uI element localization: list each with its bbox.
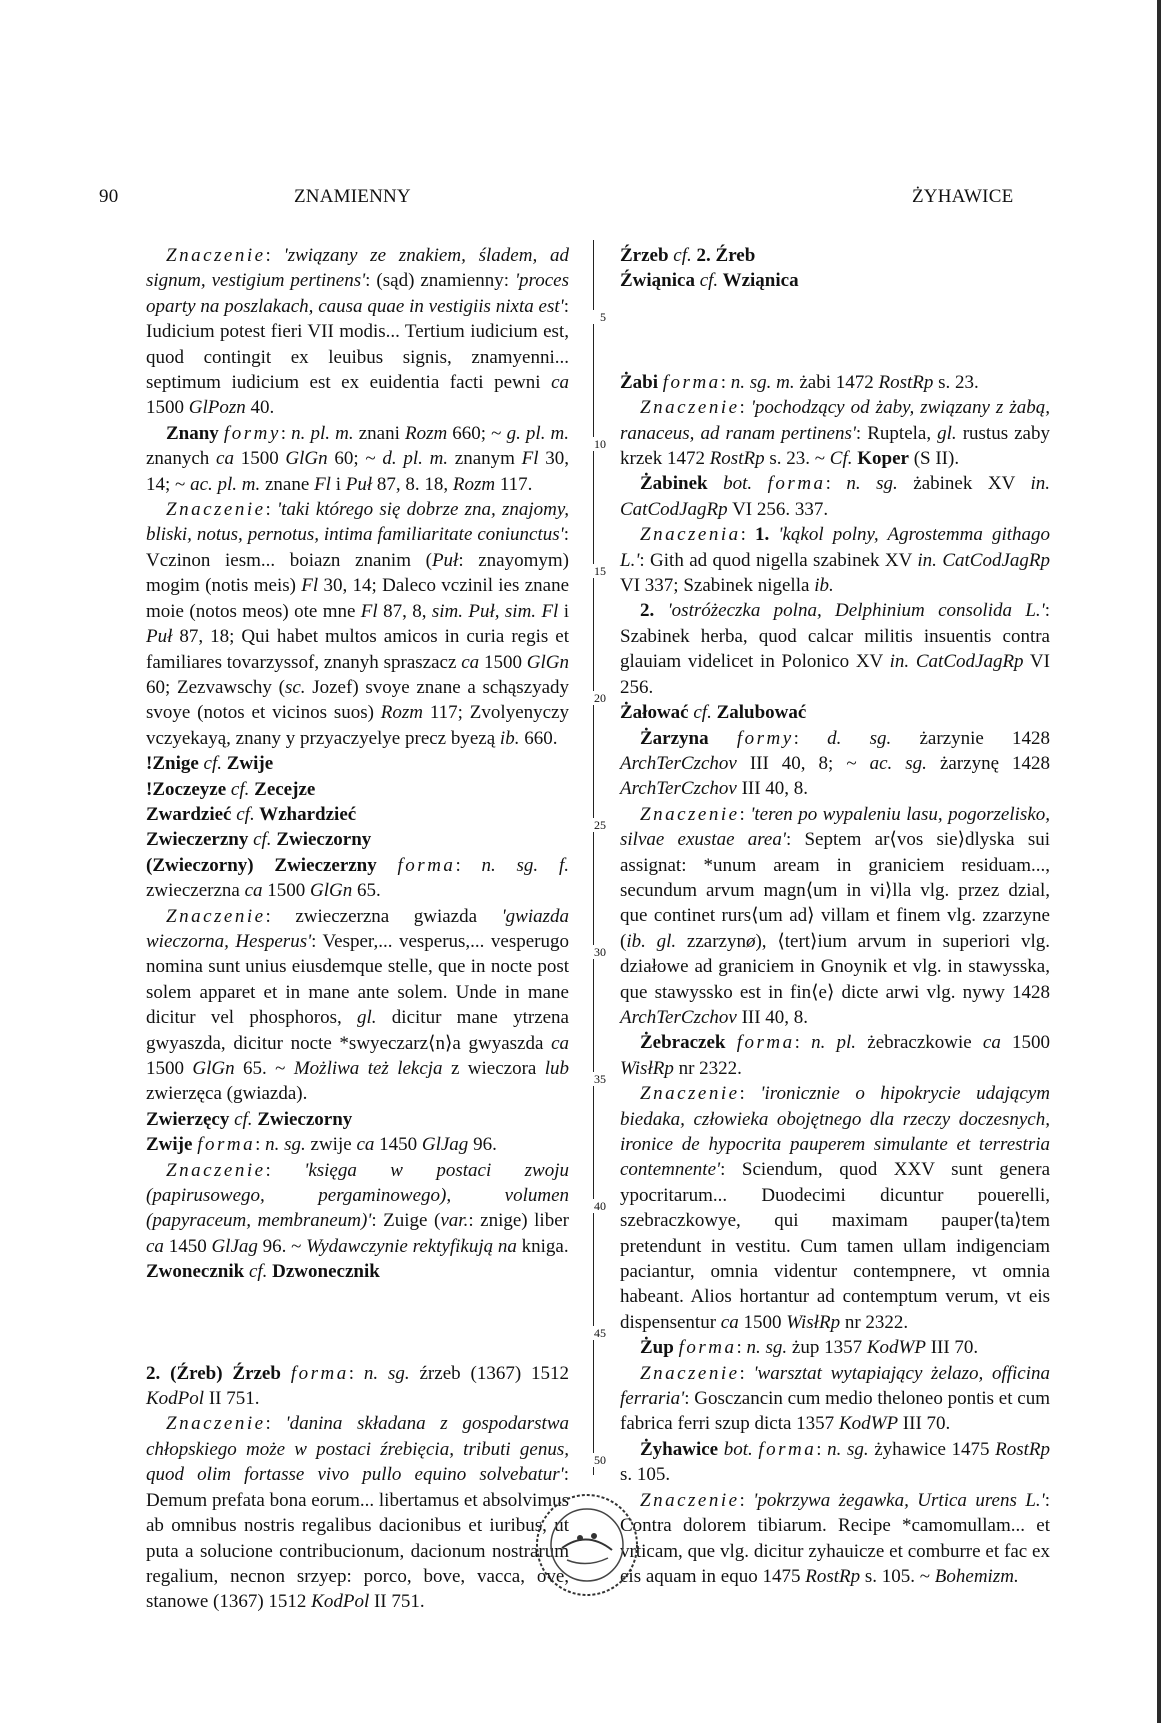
line-number: 50 (582, 1453, 608, 1467)
line-number: 25 (582, 818, 608, 832)
entry-paragraph: Znaczenie: 'księga w postaci zwoju (papirusowego, pergaminowego), volumen (papyraceum, membraneum)': Zuige (var.: znige) liber ca 1450 GlJag 96. ~ Wydawczynie rektyfikują na kniga. (146, 1159, 569, 1257)
cross-reference: Zwierzęcy cf. Zwieczorny (146, 1108, 353, 1130)
cross-reference: Zwardzieć cf. Wzhardzieć (146, 803, 357, 825)
entry-paragraph: Żabi forma: n. sg. m. żabi 1472 RostRp s. 23. (620, 371, 979, 393)
cross-reference: !Zoczeyze cf. Zecejze (146, 778, 316, 800)
cross-reference: Zwonecznik cf. Dzwonecznik (146, 1261, 380, 1283)
right-column (620, 243, 1050, 1589)
line-number: 5 (582, 310, 608, 324)
entry-paragraph: Znany formy: n. pl. m. znani Rozm 660; ~ g. pl. m. znanych ca 1500 GlGn 60; ~ d. pl. m. znanym Fl 30, 14; ~ ac. pl. m. znane Fl i Puł 87, 8. 18, Rozm 117. (146, 422, 570, 495)
cross-reference: Zwieczerzny cf. Zwieczorny (146, 829, 372, 851)
cross-reference: Źrzeb cf. 2. Źreb (620, 245, 756, 266)
entry-paragraph: Znaczenie: 'teren po wypaleniu lasu, pogorzelisko, silvae exustae area': Septem ar⟨vos sie⟩dlyska sui assignat: *unum aream in graniciem residuam..., secundum arvum magn⟨um in vi⟩lla vlg. przez dzial, que continet rurs⟨um ad⟩ villam et finem vlg. zzarzyne (ib. gl. zzarzynø), ⟨tert⟩ium arvum in superiori vlg. działowe ad graniciem in Gnoynik et vlg. in stawysska, que stawyssko est in fin⟨e⟩ dicte arwi vlg. nywy 1428 ArchTerCzchov III 40, 8. (620, 803, 1050, 1028)
line-number: 35 (582, 1072, 608, 1086)
cross-reference: Żałować cf. Zalubować (620, 702, 807, 724)
entry-paragraph: Żabinek bot. forma: n. sg. żabinek XV in. CatCodJagRp VI 256. 337. (620, 473, 1051, 520)
scan-edge (1157, 0, 1161, 1723)
left-running-head: ZNAMIENNY (294, 186, 411, 207)
line-number: 30 (582, 945, 608, 959)
page-number: 90 (99, 186, 119, 207)
entry-paragraph: Znaczenie: 'danina składana z gospodarstwa chłopskiego może w postaci źrebięcia, tributi genus, quod olim fortasse vivo pullo equino solvebatur': Demum prefata bona eorum... libertamus et absolvimus ab omnibus nostris regalibus dacionibus et iuribus, ut puta a solucione contribucionum, dacionum nostrarum regalium, necnon srzyep: porco, bove, vacca, ove, stanowe (1367) 1512 KodPol II 751. (146, 1413, 569, 1613)
entry-paragraph: Znaczenie: 'pochodzący od żaby, związany z żabą, ranaceus, ad ranam pertinens': Ruptela, gl. rustus zaby krzek 1472 RostRp s. 23. ~ Cf. Koper (S II). (620, 397, 1050, 470)
entry-paragraph: Znaczenie: 'pokrzywa żegawka, Urtica urens L.': Contra dolorem tibiarum. Recipe *camomullam... et vrticam, que vlg. dicitur zyhauicze et comburre et fac ex eis aquam in equo 1475 RostRp s. 105. ~ Bohemizm. (620, 1489, 1051, 1587)
entry-paragraph: 2. 'ostróżeczka polna, Delphinium consolida L.': Szabinek herba, quod calcar militis insuentis contra glauiam videlicet in Polonico XV in. CatCodJagRp VI 256. (620, 600, 1051, 698)
entry-paragraph: Żup forma: n. sg. żup 1357 KodWP III 70. (640, 1337, 979, 1359)
line-number: 45 (582, 1326, 608, 1340)
entry-paragraph: Znaczenie: zwieczerzna gwiazda 'gwiazda wieczorna, Hesperus': Vesper,... vesperus,... vesperugo nomina sunt unius eiusdemque stelle, que in nocte post solem apparet et in mane ante solem. Unde in mane dicitur vel phosphoros, gl. dicitur mane ytrzena gwyaszda, dicitur nocte *swyeczarz⟨n⟩a gwyaszda ca 1500 GlGn 65. ~ Możliwa też lekcja z wieczora lub zwierzęca (gwiazda). (146, 905, 570, 1105)
line-number: 20 (582, 691, 608, 705)
entry-paragraph: Żebraczek forma: n. pl. żebraczkowie ca 1500 WisłRp nr 2322. (620, 1032, 1051, 1079)
running-header (99, 186, 1049, 216)
cross-reference: Źwiąnica cf. Wziąnica (620, 270, 799, 292)
cross-reference: !Znige cf. Zwije (146, 753, 274, 775)
entry-paragraph: Znaczenie: 'związany ze znakiem, śladem, ad signum, vestigium pertinens': (sąd) znamienny: 'proces oparty na poszlakach, causa quae in vestigiis nixta est': Iudicium potest fieri VII modis... Tertium iudicium est, quod contingit ex leuibus signis, znamyenni... septimum iudicium est ex euidentia facti pewni ca 1500 GlPozn 40. (146, 245, 570, 419)
column-divider (593, 240, 594, 1475)
entry-paragraph: Znaczenie: 'ironicznie o hipokrycie udającym biedaka, człowieka obojętnego dla rzeczy doczesnych, ironice de hypocrita pauperem simulante et terrestria contemnente': Sciendum, quod XXV sunt genera ypocritarum... Duodecimi dicuntur pouerelli, szebraczkowye, qui maximam pauper⟨ta⟩tem pretendunt in vestitu. Cum tamen ullam indigenciam paciantur, omnia videntur contempnere, vt omnia habeant. Alios hortantur ad contemptum verum, vt eis dispensentur ca 1500 WisłRp nr 2322. (620, 1083, 1051, 1333)
library-stamp-icon (532, 1490, 642, 1600)
entry-paragraph: Zwije forma: n. sg. zwije ca 1450 GlJag 96. (146, 1134, 497, 1156)
right-running-head: ŻYHAWICE (912, 186, 1014, 207)
entry-paragraph: Żyhawice bot. forma: n. sg. żyhawice 1475 RostRp s. 105. (620, 1438, 1051, 1486)
entry-paragraph: Znaczenie: 'taki którego się dobrze zna, znajomy, bliski, notus, pernotus, intima familiaritate coniunctus': Vczinon iesm... boiazn znanim (Puł: znayomym) mogim (notis meis) Fl 30, 14; Daleco vczinil ies znane moie (notos meos) ote mne Fl 87, 8, sim. Puł, sim. Fl i Puł 87, 18; Qui habet multos amicos in curia regis et familiares tovarzyssof, znanyh spraszacz ca 1500 GlGn 60; Zezvawschy (sc. Jozef) svoye znane a schąszyady svoye (notos et vicinos suos) Rozm 117; Zvolyenyczy vczyekayą, znany y przyaczyelye precz byezą ib. 660. (146, 499, 570, 749)
entry-paragraph: (Zwieczorny) Zwieczerzny forma: n. sg. f. zwieczerzna ca 1500 GlGn 65. (146, 854, 569, 902)
line-number: 40 (582, 1199, 608, 1213)
entry-paragraph: Żarzyna formy: d. sg. żarzynie 1428 ArchTerCzchov III 40, 8; ~ ac. sg. żarzynę 1428 ArchTerCzchov III 40, 8. (620, 727, 1051, 800)
line-number: 15 (582, 564, 608, 578)
entry-paragraph: 2. (Źreb) Źrzeb forma: n. sg. źrzeb (1367) 1512 KodPol II 751. (146, 1362, 570, 1410)
left-column (146, 243, 569, 1615)
entry-paragraph: Znaczenie: 'warsztat wytapiający żelazo, officina ferraria': Gosczancin cum medio theloneo pontis et cum fabrica ferri szup dicta 1357 KodWP III 70. (620, 1362, 1051, 1435)
line-number: 10 (582, 437, 608, 451)
entry-paragraph: Znaczenia: 1. 'kąkol polny, Agrostemma githago L.': Gith ad quod nigella szabinek XV in. CatCodJagRp VI 337; Szabinek nigella ib. (620, 524, 1051, 597)
